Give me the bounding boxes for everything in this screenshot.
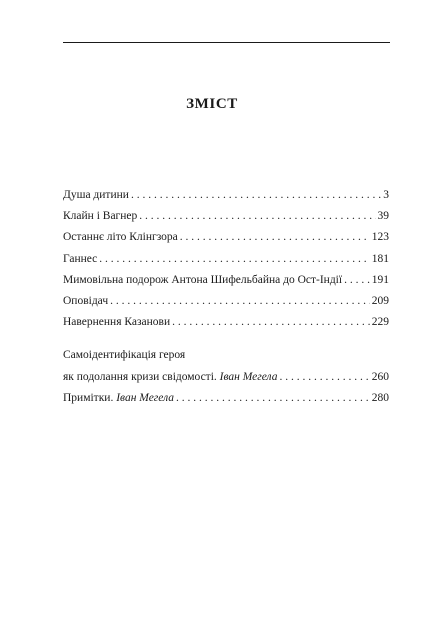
top-rule [63, 42, 390, 43]
toc-entry-samoidentyfikatsiia [63, 367, 389, 388]
toc-entry-klain-i-vagner [63, 206, 389, 227]
dot-leader [110, 291, 370, 312]
dot-leader [99, 249, 369, 270]
toc-entry-ostannie-lito [63, 227, 389, 248]
toc-entry-title: Клайн і Вагнер [63, 210, 138, 223]
section-gap [63, 333, 389, 345]
page-title: ЗМІСТ [186, 96, 238, 112]
toc-entry-author: Іван Мегела [116, 391, 175, 404]
toc-entry-page: 39 [377, 210, 389, 223]
toc-entry-prymitky [63, 388, 389, 409]
toc-appendix-line1: Самоідентифікація героя [63, 349, 186, 362]
dot-leader [176, 388, 370, 409]
toc-entry-page: 229 [371, 316, 389, 329]
dot-leader [172, 312, 370, 333]
toc-entry-title-wrap [63, 367, 277, 388]
dot-leader [131, 185, 381, 206]
toc-entry-page: 209 [371, 295, 389, 308]
dot-leader [139, 206, 375, 227]
toc-entry-page: 280 [371, 391, 389, 404]
toc-entry-title: Навернення Казанови [63, 316, 171, 329]
dot-leader [344, 270, 370, 291]
toc-entry-title: Мимовільна подорож Антона Шифельбайна до Ост-Індії [63, 273, 343, 286]
toc-entry-page: 181 [371, 252, 389, 265]
toc-entry-opovidach [63, 291, 389, 312]
toc-entry-page: 123 [371, 231, 389, 244]
table-of-contents [63, 185, 389, 409]
toc-entry-podorozh [63, 270, 389, 291]
toc-entry-title-wrap [63, 388, 174, 409]
toc-entry-title: Оповідач [63, 295, 109, 308]
toc-entry-page: 260 [371, 370, 389, 383]
toc-entry-title: Ганнес [63, 252, 98, 265]
toc-entry-title: Примітки. [63, 391, 114, 404]
toc-entry-page: 3 [383, 189, 389, 201]
toc-entry-page: 191 [371, 273, 389, 286]
toc-entry-title: Останнє літо Клінгзора [63, 231, 178, 244]
toc-entry-title: як подолання кризи свідомості. [63, 370, 217, 383]
dot-leader [180, 227, 370, 248]
toc-entry-navernennia [63, 312, 389, 333]
dot-leader [279, 367, 369, 388]
toc-entry-author: Іван Мегела [219, 370, 278, 383]
toc-entry-gannes [63, 249, 389, 270]
toc-entry-title: Душа дитини [63, 189, 129, 201]
toc-entry-dusha-dytyny [63, 185, 389, 206]
